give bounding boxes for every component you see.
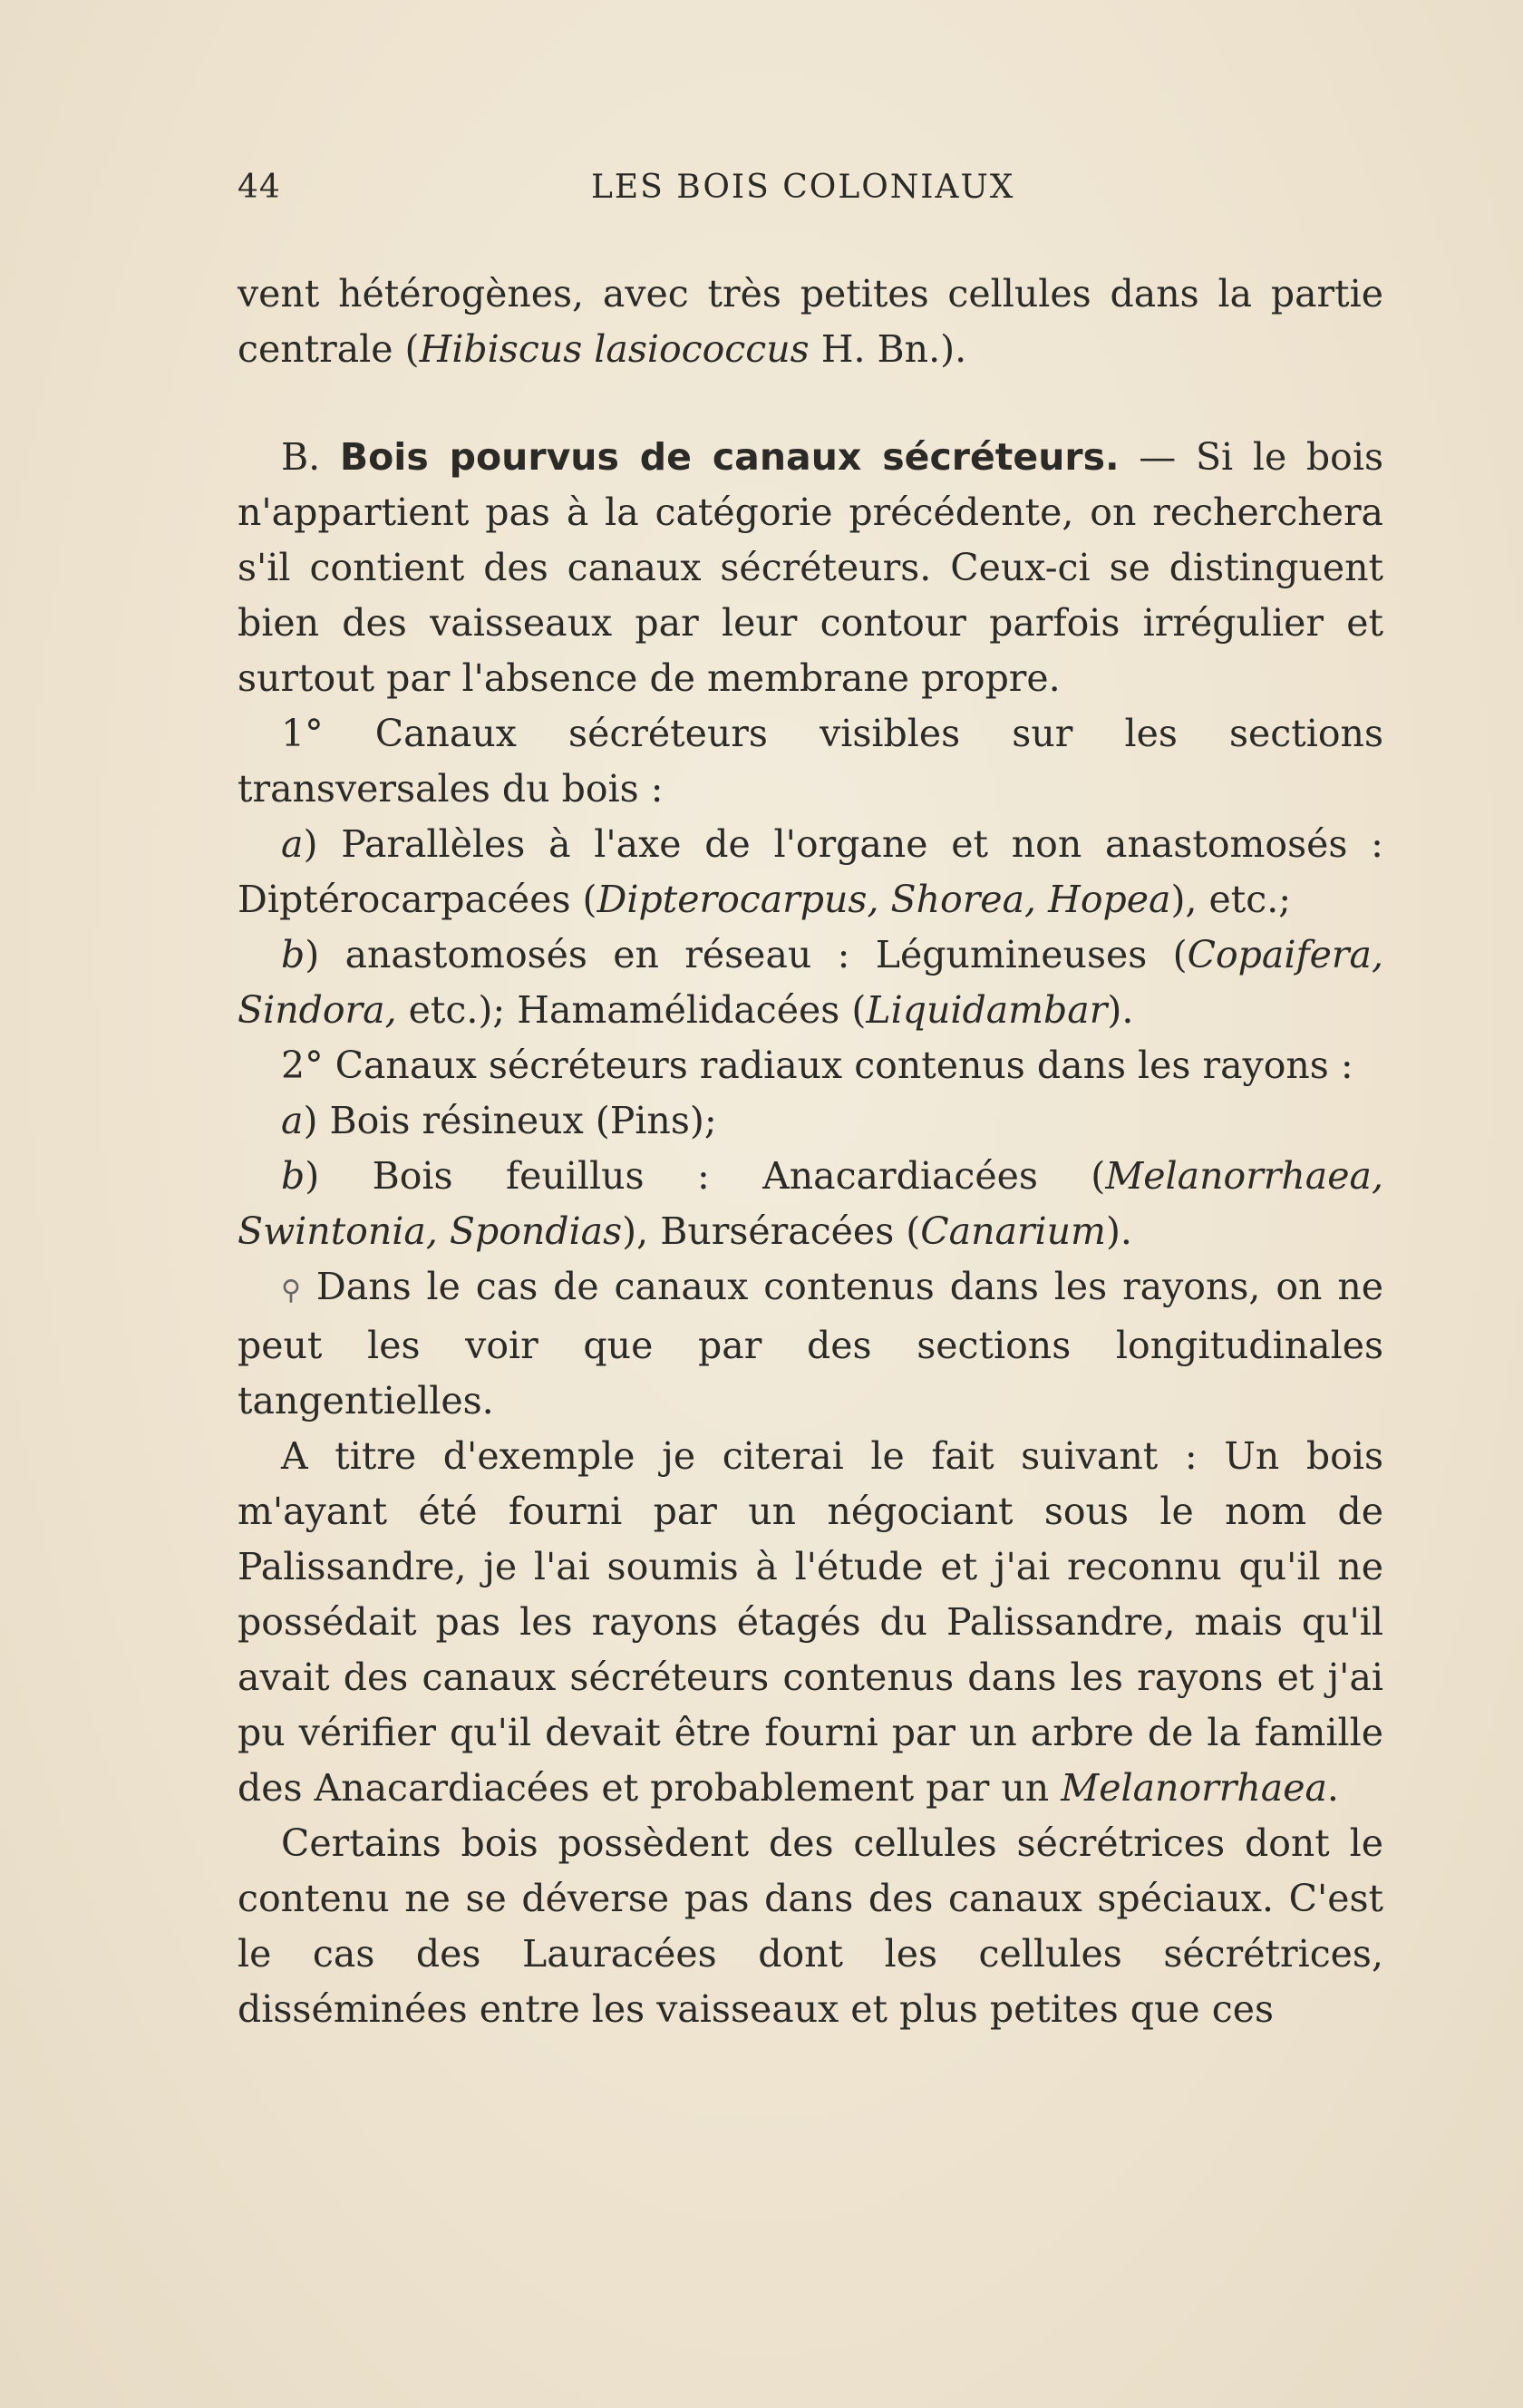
running-header [238, 169, 1383, 214]
paragraph-item-1: 1° Canaux sécréteurs visibles sur les sections transversales du bois : [238, 712, 1383, 811]
margin-mark-icon: ⚲ [281, 1275, 301, 1306]
paragraph-note: ⚲ Dans le cas de canaux contenus dans les rayons, on ne peut les voir que par des sections longitudinales tangentielles. [238, 1265, 1383, 1422]
running-title: LES BOIS COLONIAUX [591, 169, 1015, 206]
page-body [238, 267, 1383, 2037]
paragraph-item-2: 2° Canaux sécréteurs radiaux contenus dans les rayons : [281, 1044, 1353, 1087]
paragraph-item-1a: a) Parallèles à l'axe de l'organe et non anastomosés : Diptérocarpacées (Dipterocarpus, Shorea, Hopea), etc.; [238, 822, 1383, 921]
paragraph-item-2b: b) Bois feuillus : Anacardiacées (Melanorrhaea, Swintonia, Spondias), Burséracées (Canarium). [238, 1154, 1383, 1253]
paragraph-section-b: B. Bois pourvus de canaux sécréteurs. — Si le bois n'appartient pas à la catégorie précédente, on recherchera s'il contient des canaux sécréteurs. Ceux-ci se distinguent bien des vaisseaux par leur contour parfois irrégulier et surtout par l'absence de membrane propre. [238, 435, 1383, 700]
section-heading: Bois pourvus de canaux sécréteurs. [339, 435, 1120, 479]
paragraph-continuation: vent hétérogènes, avec très petites cellules dans la partie centrale (Hibiscus lasiococcus H. Bn.). [238, 272, 1383, 371]
paragraph-example: A titre d'exemple je citerai le fait suivant : Un bois m'ayant été fourni par un négociant sous le nom de Palissandre, je l'ai soumis à l'étude et j'ai reconnu qu'il ne possédait pas les rayons étagés du Palissandre, mais qu'il avait des canaux sécréteurs contenus dans les rayons et j'ai pu vérifier qu'il devait être fourni par un arbre de la famille des Anacardiacées et probablement par un Melanorrhaea. [238, 1434, 1383, 1810]
book-page [238, 169, 1383, 2037]
paragraph-item-2a: a) Bois résineux (Pins); [281, 1099, 717, 1142]
page-number: 44 [238, 169, 281, 206]
paragraph-secretory-cells: Certains bois possèdent des cellules sécrétrices dont le contenu ne se déverse pas dans des canaux spéciaux. C'est le cas des Lauracées dont les cellules sécrétrices, disséminées entre les vaisseaux et plus petites que ces [238, 1821, 1383, 2031]
paragraph-item-1b: b) anastomosés en réseau : Légumineuses (Copaifera, Sindora, etc.); Hamamélidacées (Liquidambar). [238, 933, 1383, 1032]
